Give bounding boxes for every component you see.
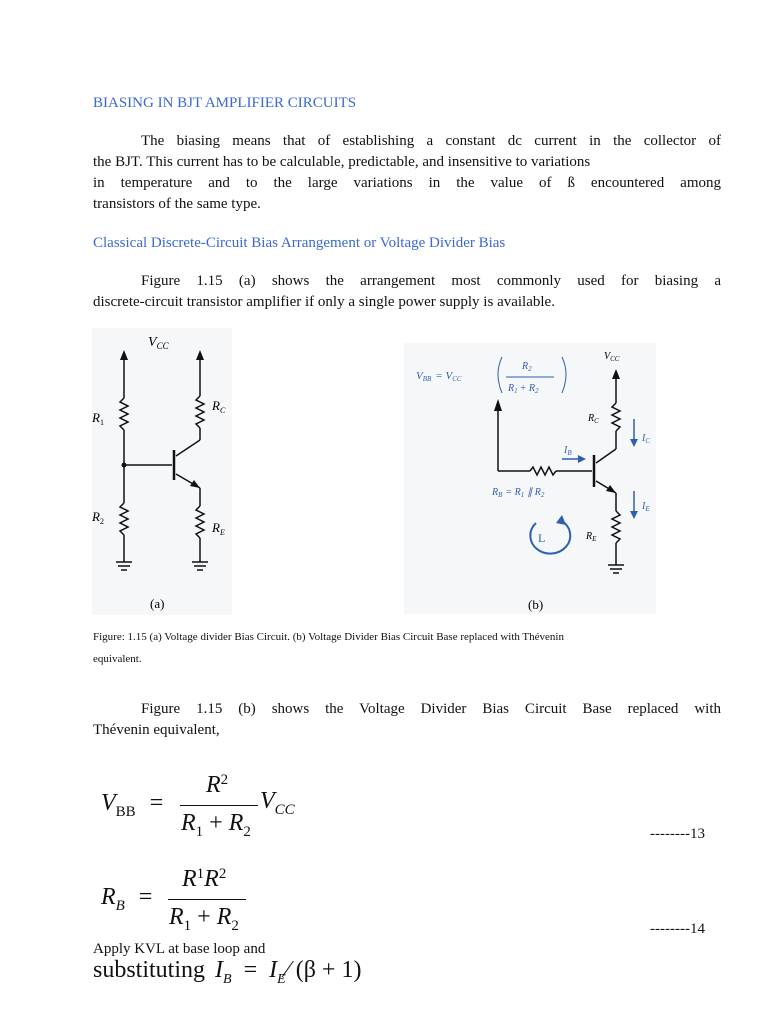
vbb-equals-vcc: = V <box>435 370 453 382</box>
eq13-num-subscript: 2 <box>220 772 229 788</box>
eq13-den2-subscript: 2 <box>243 824 251 840</box>
paragraph-line: transistors of the same type. <box>93 196 261 212</box>
paragraph-line: in temperature and to the large variations in the value of ß encountered among <box>93 175 721 191</box>
vcc-subscript-b: CC <box>610 355 620 363</box>
svg-text:RC <box>587 413 599 425</box>
ib-subscript: B <box>567 449 572 457</box>
eq13-den2: R <box>228 810 244 836</box>
figure-a-label: (a) <box>150 596 165 611</box>
svg-text:VCC <box>604 351 620 363</box>
rb-r1-subscript: 1 <box>520 491 525 499</box>
rb-parallel-r2: ∥ R <box>527 487 541 498</box>
svg-text:R1 <box>92 410 104 427</box>
eq14-den1-subscript: 1 <box>183 918 192 934</box>
svg-text:VCC <box>148 335 170 351</box>
eq14-den1: R <box>169 904 184 930</box>
eq13-lhs: V <box>101 790 116 816</box>
eq14-fraction-bar <box>168 899 246 900</box>
r2-label: R <box>92 509 100 524</box>
eq14-plus: + <box>197 904 211 930</box>
re-label: R <box>212 520 220 535</box>
kvl-instruction: Apply KVL at base loop and <box>93 941 266 957</box>
caption-line: equivalent. <box>93 653 142 665</box>
equation-rb <box>101 884 153 914</box>
vcc-label-b: V <box>604 351 611 362</box>
svg-text:RC <box>211 398 226 415</box>
eq13-plus: + <box>209 810 223 836</box>
subst-rest: ⁄ (β + 1) <box>285 957 362 983</box>
re-subscript-b: E <box>592 535 597 543</box>
subst-word: substituting <box>93 957 206 983</box>
figure-b-panel <box>404 343 656 614</box>
r2-subscript: 2 <box>99 517 104 526</box>
voltage-divider-circuit-diagram <box>92 328 232 615</box>
eq13-numerator <box>206 772 228 799</box>
rb-r2-subscript: 2 <box>540 491 545 499</box>
eq13-denominator <box>181 810 251 840</box>
svg-text:RB= R1∥ R2 <box>491 487 545 499</box>
eq13-equals: = <box>149 790 164 816</box>
eq14-lhs: R <box>101 884 116 910</box>
re-label-b: R <box>586 531 593 542</box>
eq14-num2: R <box>204 866 219 892</box>
svg-text:IC <box>641 433 650 445</box>
vcc-label: V <box>148 335 157 350</box>
rc-label: R <box>212 398 220 413</box>
fraction-numerator: R <box>522 361 529 372</box>
rc-label-b: R <box>588 413 595 424</box>
svg-text:R2 <box>521 361 532 373</box>
subsection-heading: Classical Discrete-Circuit Bias Arrangement or Voltage Divider Bias <box>93 235 506 251</box>
ie-subscript: E <box>645 505 650 513</box>
subst-ib-subscript: B <box>223 972 232 987</box>
paragraph-line: Figure 1.15 (b) shows the Voltage Divider Bias Circuit Base replaced with <box>141 701 721 717</box>
ie-label: I <box>642 501 646 512</box>
svg-text:IE <box>641 501 650 513</box>
subst-equals: = <box>243 957 258 983</box>
eq14-num1-subscript: 1 <box>196 866 205 882</box>
rb-label: R <box>492 487 499 498</box>
section-heading: BIASING IN BJT AMPLIFIER CIRCUITS <box>93 95 357 111</box>
figure-caption <box>93 626 723 670</box>
r1-label: R <box>92 410 100 425</box>
vcc-subscript-formula: CC <box>452 375 462 383</box>
subst-ie: I <box>269 957 278 983</box>
eq14-num1: R <box>182 866 197 892</box>
eq14-num2-subscript: 2 <box>218 866 227 882</box>
eq13-fraction-bar <box>180 805 258 806</box>
equation-vbb <box>101 790 164 820</box>
eq13-den1: R <box>181 810 196 836</box>
paragraph-line: The biasing means that of establishing a constant dc current in the collector of <box>141 133 721 149</box>
eq14-den2-subscript: 2 <box>231 918 239 934</box>
eq14-equals: = <box>138 884 153 910</box>
caption-line: Figure: 1.15 (a) Voltage divider Bias Circuit. (b) Voltage Divider Bias Circuit Base replaced with Thévenin <box>93 631 564 643</box>
svg-text:VBB= VCC <box>416 370 462 383</box>
equation-number-13: --------13 <box>650 826 705 842</box>
svg-text:R2 <box>92 509 104 526</box>
eq13-tail <box>260 788 295 818</box>
r1-subscript: 1 <box>99 418 104 427</box>
ib-label: I <box>564 445 568 456</box>
figure-b-label: (b) <box>528 597 544 612</box>
vbb-subscript: BB <box>422 375 432 383</box>
svg-text:RE <box>211 520 225 537</box>
thevenin-paragraph <box>93 699 721 741</box>
ic-subscript: C <box>645 437 651 445</box>
eq13-lhs-subscript: BB <box>115 804 136 820</box>
svg-text:IB <box>563 445 572 457</box>
eq13-den1-subscript: 1 <box>195 824 204 840</box>
intro-paragraph <box>93 131 721 215</box>
figure-a-panel <box>92 328 232 615</box>
svg-text:RE <box>585 531 597 543</box>
vcc-subscript: CC <box>156 341 169 351</box>
fraction-numerator-subscript: 2 <box>528 365 532 373</box>
subst-ib: I <box>215 957 224 983</box>
substitution-expression <box>93 957 362 987</box>
fraction-denominator-sub1: 1 <box>514 387 518 395</box>
eq13-vcc: V <box>260 788 275 814</box>
rb-subscript: B <box>498 491 503 499</box>
eq13-num: R <box>206 772 221 798</box>
fraction-denominator-plus-r2: + R <box>519 383 535 394</box>
paragraph-line: Thévenin equivalent, <box>93 722 220 738</box>
paragraph-line: the BJT. This current has to be calculable, predictable, and insensitive to variations <box>93 154 591 170</box>
subst-ie-subscript: E <box>277 972 286 987</box>
loop-label: L <box>538 531 546 545</box>
vbb-symbol: V <box>416 370 423 382</box>
re-subscript: E <box>219 528 225 537</box>
svg-text:R1+ R2 <box>507 383 539 395</box>
paragraph-line: discrete-circuit transistor amplifier if only a single power supply is available. <box>93 294 555 310</box>
rb-equals-r1: = R <box>505 487 521 498</box>
eq13-vcc-subscript: CC <box>274 802 295 818</box>
rc-subscript-b: C <box>594 417 599 425</box>
fraction-denominator-r1: R <box>508 383 515 394</box>
eq14-denominator <box>169 904 239 934</box>
paragraph-line: Figure 1.15 (a) shows the arrangement most commonly used for biasing a <box>141 273 721 289</box>
ic-label: I <box>642 433 646 444</box>
eq14-numerator <box>182 866 226 893</box>
figure-intro-paragraph <box>93 271 721 313</box>
rc-subscript: C <box>219 406 226 415</box>
thevenin-equivalent-circuit-diagram <box>404 343 656 614</box>
eq14-lhs-subscript: B <box>115 898 125 914</box>
fraction-denominator-sub2: 2 <box>534 387 539 395</box>
equation-number-14: --------14 <box>650 921 705 937</box>
eq14-den2: R <box>216 904 232 930</box>
